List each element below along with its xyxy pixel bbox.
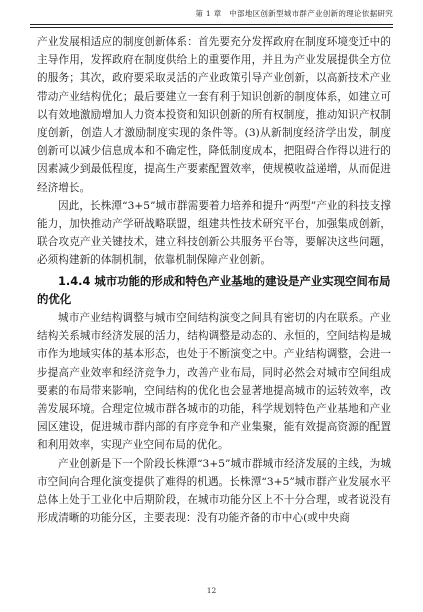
body-text bbox=[37, 33, 391, 527]
section-heading: 1.4.4 城市功能的形成和特色产业基地的建设是产业实现空间布局的优化 bbox=[37, 273, 391, 306]
paragraph-continued: 产业发展相适应的制度创新体系：首先要充分发挥政府在制度环境变迁中的主导作用，发挥政府在制度供给上的重要作用，并且为产业发展提供全方位的服务；其次，政府要采取灵活的产业政策引导产业创新，以高新技术产业带动产业结构优化；最后要建立一套有利于知识创新的制度体系，如建立可以有效地激励增加人力资本投资和知识创新的所有权制度，推动知识产权制度创新，创造人才激励制度实现的条件等。(3)从新制度经济学出发，制度创新可以减少信息成本和不确定性，降低制度成本，把阻碍合作得以进行的因素减少到最低程度，提高生产要素配置效率，使规模收益递增，从而促进经济增长。 bbox=[37, 36, 391, 194]
paragraph: 城市产业结构调整与城市空间结构演变之间具有密切的内在联系。产业结构关系城市经济发展的活力，结构调整是动态的、永恒的，空间结构是城市作为地域实体的基本形态，也处于不断演变之中。产业结构调整，会进一步提高产业效率和经济竞争力，改善产业布局，同时必然会对城市空间组成要素的布局带来影响，空间结构的优化也会显著地提高城市的运转效率，改善发展环境。合理定位城市群各城市的功能，科学规划特色产业基地和产业园区建设，促进城市群内部的有序竞争和产业集聚，能有效提高资源的配置和利用效率，实现产业空间布局的优化。 bbox=[37, 312, 391, 452]
running-header: 第 1 章 中部地区创新型城市群产业创新的理论依据研究 bbox=[195, 9, 393, 18]
header-rule-thin bbox=[30, 27, 393, 28]
page-number: 12 bbox=[206, 586, 217, 595]
header-rule-thick bbox=[30, 24, 393, 25]
paragraph: 因此，长株潭“3+5”城市群需要着力培养和提升“两型”产业的科技支撑能力，加快推动产学研战略联盟，组建共性技术研究平台，加强集成创新，联合攻克产业关键技术，建立科技创新公共服务平台等，要解决这些问题，必须构建新的体制机制，依靠机制保障产业创新。 bbox=[37, 199, 391, 267]
paragraph: 产业创新是下一个阶段长株潭“3+5”城市群城市经济发展的主线，为城市空间向合理化演变提供了难得的机遇。长株潭“3+5”城市群产业发展水平总体上处于工业化中后期阶段，在城市功能分区上不十分合理，或者说没有形成清晰的功能分区，主要表现：没有功能齐备的市中心(或中央商 bbox=[37, 457, 391, 525]
